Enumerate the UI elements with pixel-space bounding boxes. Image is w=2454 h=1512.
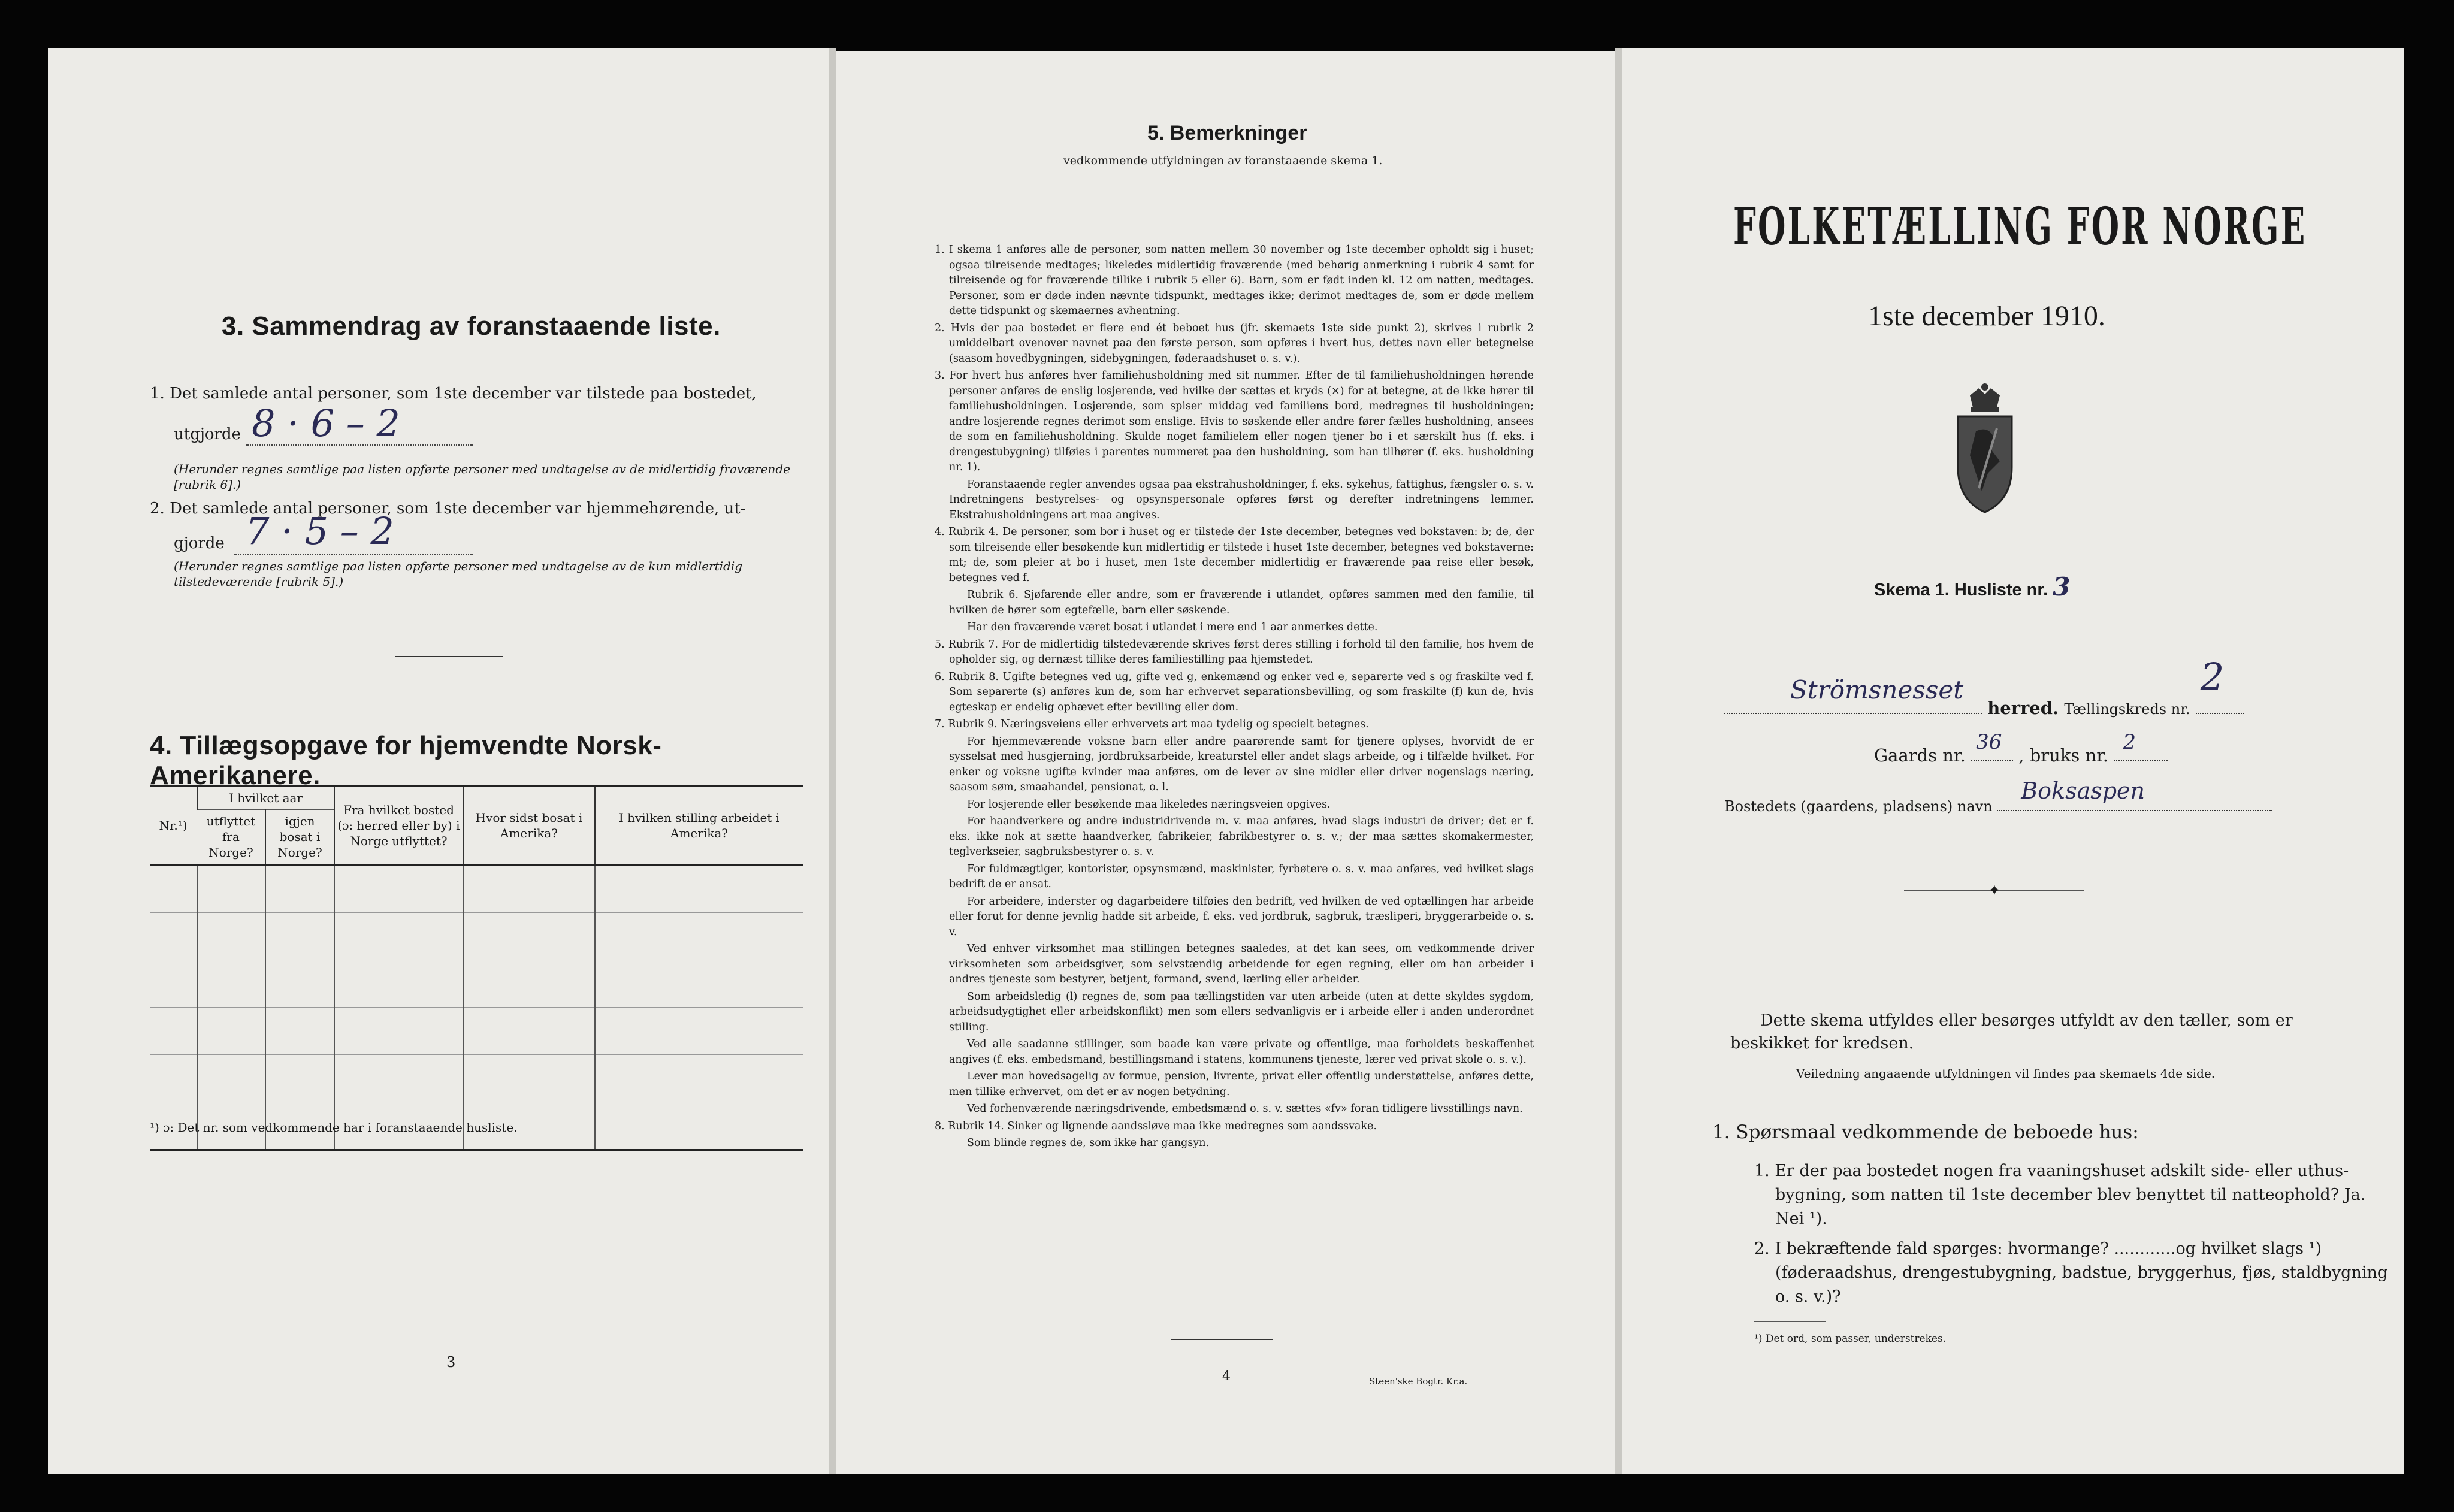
rule-item: 2. Hvis der paa bostedet er flere end ét beboet hus (jfr. skemaets 1ste side punkt 2), skrives i rubrik 2 umiddelbart ovenover navnet paa den første person, som opføres i hvert hus, dettes navn eller betegnelse (saasom hovedbygningen, sidebygningen, føderaadshuset o. s. v.). xyxy=(935,322,1534,365)
col-returned: igjen bosat i Norge? xyxy=(265,810,334,865)
item2-dotline xyxy=(234,554,473,555)
rule-item: 4. Rubrik 4. De personer, som bor i huset og er tilstede der 1ste december, betegnes ved bokstaven: b; de, der som tilreisende eller besøkende kun midlertidig er tilstede i huset 1ste december, betegnes ved bokstaverne: mt; de, som pleier at bo i huset, men 1ste december midlertidig er fraværende paa reise eller besøk, betegnes ved f. xyxy=(935,526,1534,584)
left-page-number: 3 xyxy=(446,1354,456,1371)
middle-subtitle: vedkommende utfyldningen av foranstaaende skema 1. xyxy=(1063,154,1383,167)
col-group-year: I hvilket aar xyxy=(197,786,334,810)
rule-item: For arbeidere, inderster og dagarbeidere tilføies den bedrift, ved hvilken de ved optællingen har arbeide eller forut for denne jevnlig hadde sit arbeide, f. eks. ved jordbruk, sagbruk, træsliperi, bryggerarbeide o. s. v. xyxy=(949,895,1534,938)
census-title: FOLKETÆLLING FOR NORGE xyxy=(1733,196,2307,257)
gaards-label: Gaards nr. xyxy=(1874,745,1966,766)
item2-label: gjorde xyxy=(174,534,225,552)
col-nr: Nr.¹) xyxy=(150,786,197,865)
q1-item2: 2. I bekræftende fald spørges: hvormange? ............og hvilket slags ¹) (føderaadshus, drengestubygning, badstue, bryggerhus, fjøs, staldbygning o. s. v.)? xyxy=(1754,1239,2388,1306)
right-footnote: ¹) Det ord, som passer, understrekes. xyxy=(1754,1333,1947,1345)
rule-item: For haandverkere og andre industridrivende m. v. maa anføres, hvad slags industri de driver; det er f. eks. ikke nok at sætte haandverker, fabrikeier, fabrikbestyrer o. s. v.; der maa sættes skomakermester, teglverkseier, sagbruksbestyrer o. s. v. xyxy=(949,815,1534,858)
middle-divider xyxy=(1171,1339,1273,1340)
page-left xyxy=(48,48,829,1474)
rule-item: 6. Rubrik 8. Ugifte betegnes ved ug, gifte ved g, enkemænd og enker ved e, separerte ved s og fraskilte ved f. Som separerte (s) anføres kun de, som har erhvervet separationsbevilling, og som fraskilte (f) kun de, hvis egteskap er endelig ophævet efter bevilling eller dom. xyxy=(935,670,1534,713)
col-last-residence: Hvor sidst bosat i Amerika? xyxy=(463,786,595,865)
bosted-field xyxy=(1997,778,2272,811)
ornament-icon: ✦ xyxy=(1988,882,2001,900)
table-row xyxy=(150,1055,803,1102)
gutter-left xyxy=(829,48,836,1474)
rule-item: Ved enhver virksomhet maa stillingen betegnes saaledes, at det kan sees, om vedkommende driver virksomheten som arbeidsgiver, som selvstændig arbeidende for egen regning, eller om han arbeider i andres tjeneste som bestyrer, betjent, formand, svend, lærling eller arbeider. xyxy=(949,943,1534,985)
guide-text: Veiledning angaaende utfyldningen vil findes paa skemaets 4de side. xyxy=(1796,1066,2216,1081)
item1-note: (Herunder regnes samtlige paa listen opførte personer med undtagelse av de midlertidig fraværende [rubrik 6].) xyxy=(174,462,791,492)
q1-item1: 1. Er der paa bostedet nogen fra vaaningshuset adskilt side- eller uthus-bygning, som natten til 1ste december blev benyttet til natteophold? Ja. Nei ¹). xyxy=(1754,1162,2366,1228)
gaards-field xyxy=(1971,730,2013,761)
rule-item: Ved alle saadanne stillinger, som baade kan være private og offentlige, maa forholdets beskaffenhet angives (f. eks. embedsmand, bestillingsmand i statens, kommunens tjeneste, lærer ved privat skole o. s. v.). xyxy=(949,1038,1534,1066)
krets-handwritten: 2 xyxy=(2200,655,2225,698)
census-date: 1ste december 1910. xyxy=(1868,300,2105,332)
bruks-handwritten: 2 xyxy=(2123,730,2136,754)
col-from-place: Fra hvilket bosted (ɔ: herred eller by) i Norge utflyttet? xyxy=(334,786,463,865)
rule-item: For hjemmeværende voksne barn eller andre paarørende samt for tjenere oplyses, hvorvidt de er sysselsat med husgjerning, jordbruksarbeide, kreaturstel eller andet slags arbeide, og i tilfælde hvilket. For enker og voksne ugifte kvinder maa anføres, om de lever av sine midler eller driver nogenslags næring, saasom søm, smaahandel, pensionat, o. l. xyxy=(949,735,1534,793)
intro-text: Dette skema utfyldes eller besørges utfyldt av den tæller, som er beskikket for kredsen. xyxy=(1730,1011,2293,1053)
rule-item: 5. Rubrik 7. For de midlertidig tilstedeværende skrives først deres stilling i forhold til den familie, hos hvem de opholder sig, og dernæst tillike deres familiestilling paa hjemstedet. xyxy=(935,638,1534,666)
schema-handwritten: 3 xyxy=(2053,572,2071,601)
divider xyxy=(395,656,503,657)
norsk-amerikanere-table xyxy=(150,785,803,1151)
table-row xyxy=(150,865,803,913)
rules-list xyxy=(935,243,1534,1153)
left-footnote: ¹) ɔ: Det nr. som vedkommende har i foranstaaende husliste. xyxy=(150,1120,518,1135)
section4-title: 4. Tillægsopgave for hjemvendte Norsk-Amerikanere. xyxy=(150,731,662,790)
rule-item: Ved forhenværende næringsdrivende, embedsmænd o. s. v. sættes «fv» foran tidligere livsstillings navn. xyxy=(967,1103,1523,1115)
page-middle xyxy=(836,51,1615,1474)
section3-title: 3. Sammendrag av foranstaaende liste. xyxy=(222,312,721,341)
herred-field xyxy=(1724,675,1982,714)
item1-label: utgjorde xyxy=(174,425,241,443)
item1-handwritten: 8 · 6 – 2 xyxy=(252,401,400,445)
gutter-right xyxy=(1615,48,1622,1474)
item2-handwritten: 7 · 5 – 2 xyxy=(246,509,394,553)
col-emigrated: utflyttet fra Norge? xyxy=(197,810,265,865)
herred-handwritten: Strömsnesset xyxy=(1790,675,1964,704)
gaards-handwritten: 36 xyxy=(1976,730,2002,754)
col-occupation: I hvilken stilling arbeidet i Amerika? xyxy=(595,786,803,865)
rule-item: Som arbeidsledig (l) regnes de, som paa tællingstiden var uten arbeide (uten at dette skyldes sygdom, arbeidsudygtighet eller arbeidskonflikt) men som ellers sedvanligvis er i arbeide eller i anden underordnet stilling. xyxy=(949,990,1534,1033)
rule-item: Som blinde regnes de, som ikke har gangsyn. xyxy=(967,1137,1210,1149)
schema-label: Skema 1. Husliste nr. xyxy=(1874,580,2048,600)
bruks-label: , bruks nr. xyxy=(2018,745,2109,766)
norway-coat-of-arms-icon xyxy=(1946,383,2024,518)
bosted-handwritten: Boksaspen xyxy=(2021,778,2145,804)
rule-item: For fuldmægtiger, kontorister, opsynsmænd, maskinister, fyrbøtere o. s. v. maa anføres, ved hvilket slags bedrift de er ansat. xyxy=(949,863,1534,890)
table-row xyxy=(150,1008,803,1055)
rule-item: 8. Rubrik 14. Sinker og lignende aandssløve maa ikke medregnes som aandssvake. xyxy=(935,1120,1377,1132)
rule-item: Rubrik 6. Sjøfarende eller andre, som er fraværende i utlandet, opføres sammen med den familie, til hvilken de hører som egtefælle, barn eller søskende. xyxy=(949,589,1534,616)
bruks-field xyxy=(2114,730,2168,761)
bosted-label: Bostedets (gaardens, pladsens) navn xyxy=(1724,798,1993,815)
rule-item: 7. Rubrik 9. Næringsveiens eller erhvervets art maa tydelig og specielt betegnes. xyxy=(935,718,1369,730)
rule-item: Foranstaaende regler anvendes ogsaa paa ekstrahusholdninger, f. eks. sykehus, fattighus, fængsler o. s. v. Indretningens bestyrelses- og opsynspersonale opføres først og derefter indretningens lemmer. Ekstrahusholdningens art maa angives. xyxy=(949,478,1534,521)
printer-mark: Steen'ske Bogtr. Kr.a. xyxy=(1369,1376,1468,1387)
item1-dotline xyxy=(246,444,473,446)
herred-label: herred. xyxy=(1987,698,2059,718)
rule-item: Har den fraværende været bosat i utlandet i mere end 1 aar anmerkes dette. xyxy=(967,621,1378,633)
rule-item: For losjerende eller besøkende maa likeledes næringsveien opgives. xyxy=(967,798,1331,811)
item1-text: 1. Det samlede antal personer, som 1ste december var tilstede paa bostedet, xyxy=(150,385,757,403)
item2-text: 2. Det samlede antal personer, som 1ste december var hjemmehørende, ut- xyxy=(150,500,746,518)
q1-title: 1. Spørsmaal vedkommende de beboede hus: xyxy=(1712,1121,2139,1143)
table-row xyxy=(150,960,803,1008)
footnote-rule xyxy=(1754,1321,1826,1322)
page-right xyxy=(1622,48,2404,1474)
middle-title: 5. Bemerkninger xyxy=(1147,122,1307,144)
rule-item: Lever man hovedsagelig av formue, pension, livrente, privat eller offentlig understøttelse, anføres dette, men tillike erhvervet, om det er av nogen betydning. xyxy=(949,1071,1534,1098)
middle-page-number: 4 xyxy=(1222,1369,1231,1384)
krets-field xyxy=(2196,655,2244,714)
krets-label: Tællingskreds nr. xyxy=(2064,701,2190,718)
table-row xyxy=(150,913,803,960)
rule-item: 1. I skema 1 anføres alle de personer, som natten mellem 30 november og 1ste december opholdt sig i huset; ogsaa tilreisende medtages; likeledes midlertidig fraværende (med behørig anmerkning i rubrik 4 samt for tilreisende og for fraværende tillike i rubrik 5 eller 6). Barn, som er født inden kl. 12 om natten, medtages. Personer, som er døde inden nævnte tidspunkt, medtages ikke; derimot medtages de, som er døde mellem dette tidspunkt og skemaernes avhentning. xyxy=(935,244,1534,317)
item2-note: (Herunder regnes samtlige paa listen opførte personer med undtagelse av de kun midlertidig tilstedeværende [rubrik 5].) xyxy=(174,559,743,589)
rule-item: 3. For hvert hus anføres hver familiehusholdning med sit nummer. Efter de til familiehusholdningen hørende personer anføres de enslig losjerende, ved hvilke der sættes et kryds (×) for at betegne, at de ikke hører til familiehusholdningen. Losjerende, som spiser middag ved familiens bord, medregnes til husholdningen; andre losjerende regnes derimot som enslige. Hvis to søskende eller andre fører fælles husholdning, ansees de som en familiehusholdning. Skulde noget familielem eller nogen tjener bo i et særskilt hus (f. eks. i drengestubygning) tilføies i parentes nummeret paa den husholdning, som han tilhører (f. eks. husholdning nr. 1). xyxy=(935,370,1534,473)
